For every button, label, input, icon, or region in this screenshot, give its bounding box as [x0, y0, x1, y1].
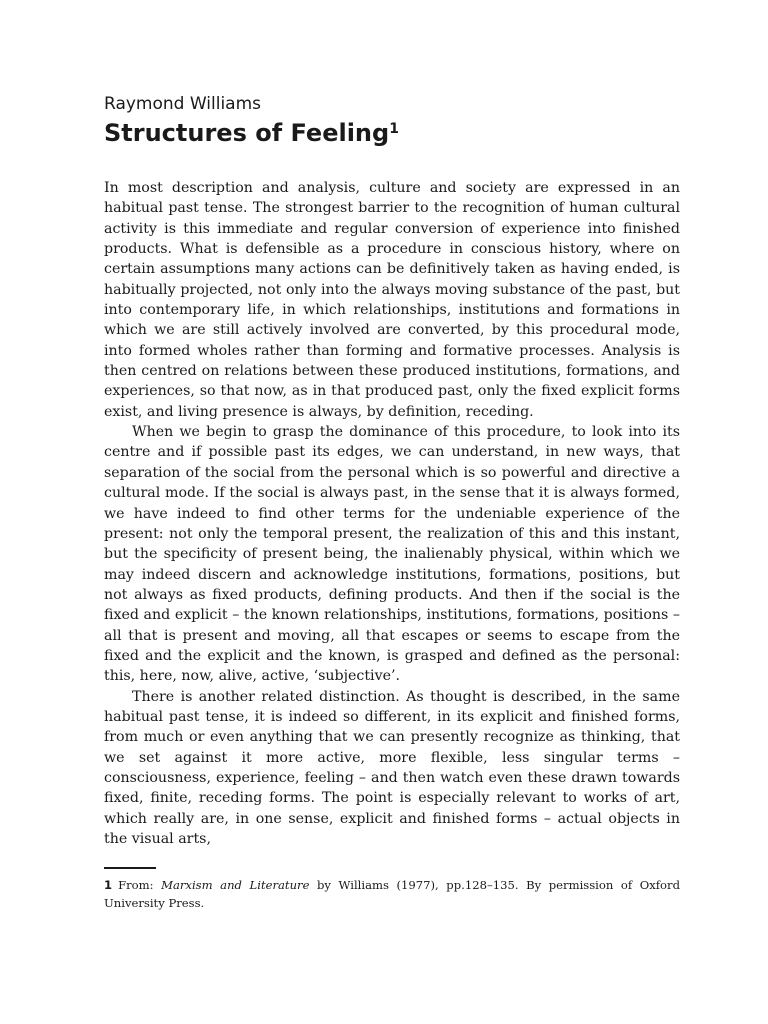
footnote-number: 1 — [104, 878, 113, 892]
footnote-prefix: From: — [118, 878, 162, 892]
page-content — [104, 92, 680, 849]
paragraph-1: In most description and analysis, culture and society are expressed in an habitual past tense. The strongest barrier to the recognition of human cultural activity is this immediate and regular conversion of experience into finished products. What is defensible as a procedure in conscious history, where on certain assumptions many actions can be definitively taken as having ended, is habitually projected, not only into the always moving substance of the past, but into contemporary life, in which relationships, institutions and formations in which we are still actively involved are converted, by this procedural mode, into formed wholes rather than forming and formative processes. Analysis is then centred on relations between these produced institutions, formations, and experiences, so that now, as in that produced past, only the fixed explicit forms exist, and living presence is always, by definition, receding. — [104, 180, 680, 420]
author-name: Raymond Williams — [104, 94, 262, 114]
chapter-title — [104, 118, 680, 148]
footnote-divider — [104, 867, 156, 869]
paragraph-3: There is another related distinction. As thought is described, in the same habitual past tense, it is indeed so different, in its explicit and finished forms, from much or even anything that we can presently recognize as thinking, that we set against it more active, more flexible, less singular terms – consciousness, experience, feeling – and then watch even these drawn towards fixed, finite, receding forms. The point is especially relevant to works of art, which really are, in one sense, explicit and finished forms – actual objects in the visual arts, — [104, 688, 680, 847]
footnote-suffix: by Williams (1977), pp.128–135. By permission of Oxford University Press. — [104, 878, 680, 910]
paragraph-2: When we begin to grasp the dominance of this procedure, to look into its centre and if possible past its edges, we can understand, in new ways, that separation of the social from the personal which is so powerful and directive a cultural mode. If the social is always past, in the sense that it is always formed, we have indeed to find other terms for the undeniable experience of the present: not only the temporal present, the realization of this and this instant, but the specificity of present being, the inalienably physical, within which we may indeed discern and acknowledge institutions, formations, positions, but not always as fixed products, defining products. And then if the social is the fixed and explicit – the known relationships, institutions, formations, positions – all that is present and moving, all that escapes or seems to escape from the fixed and the explicit and the known, is grasped and defined as the personal: this, here, now, alive, active, ‘subjective’. — [104, 424, 680, 685]
chapter-title-text: Structures of Feeling — [104, 119, 390, 147]
footnote — [104, 876, 680, 912]
footnote-book-title: Marxism and Literature — [161, 878, 310, 892]
title-footnote-marker[interactable]: 1 — [389, 121, 399, 137]
body-text — [104, 178, 680, 849]
